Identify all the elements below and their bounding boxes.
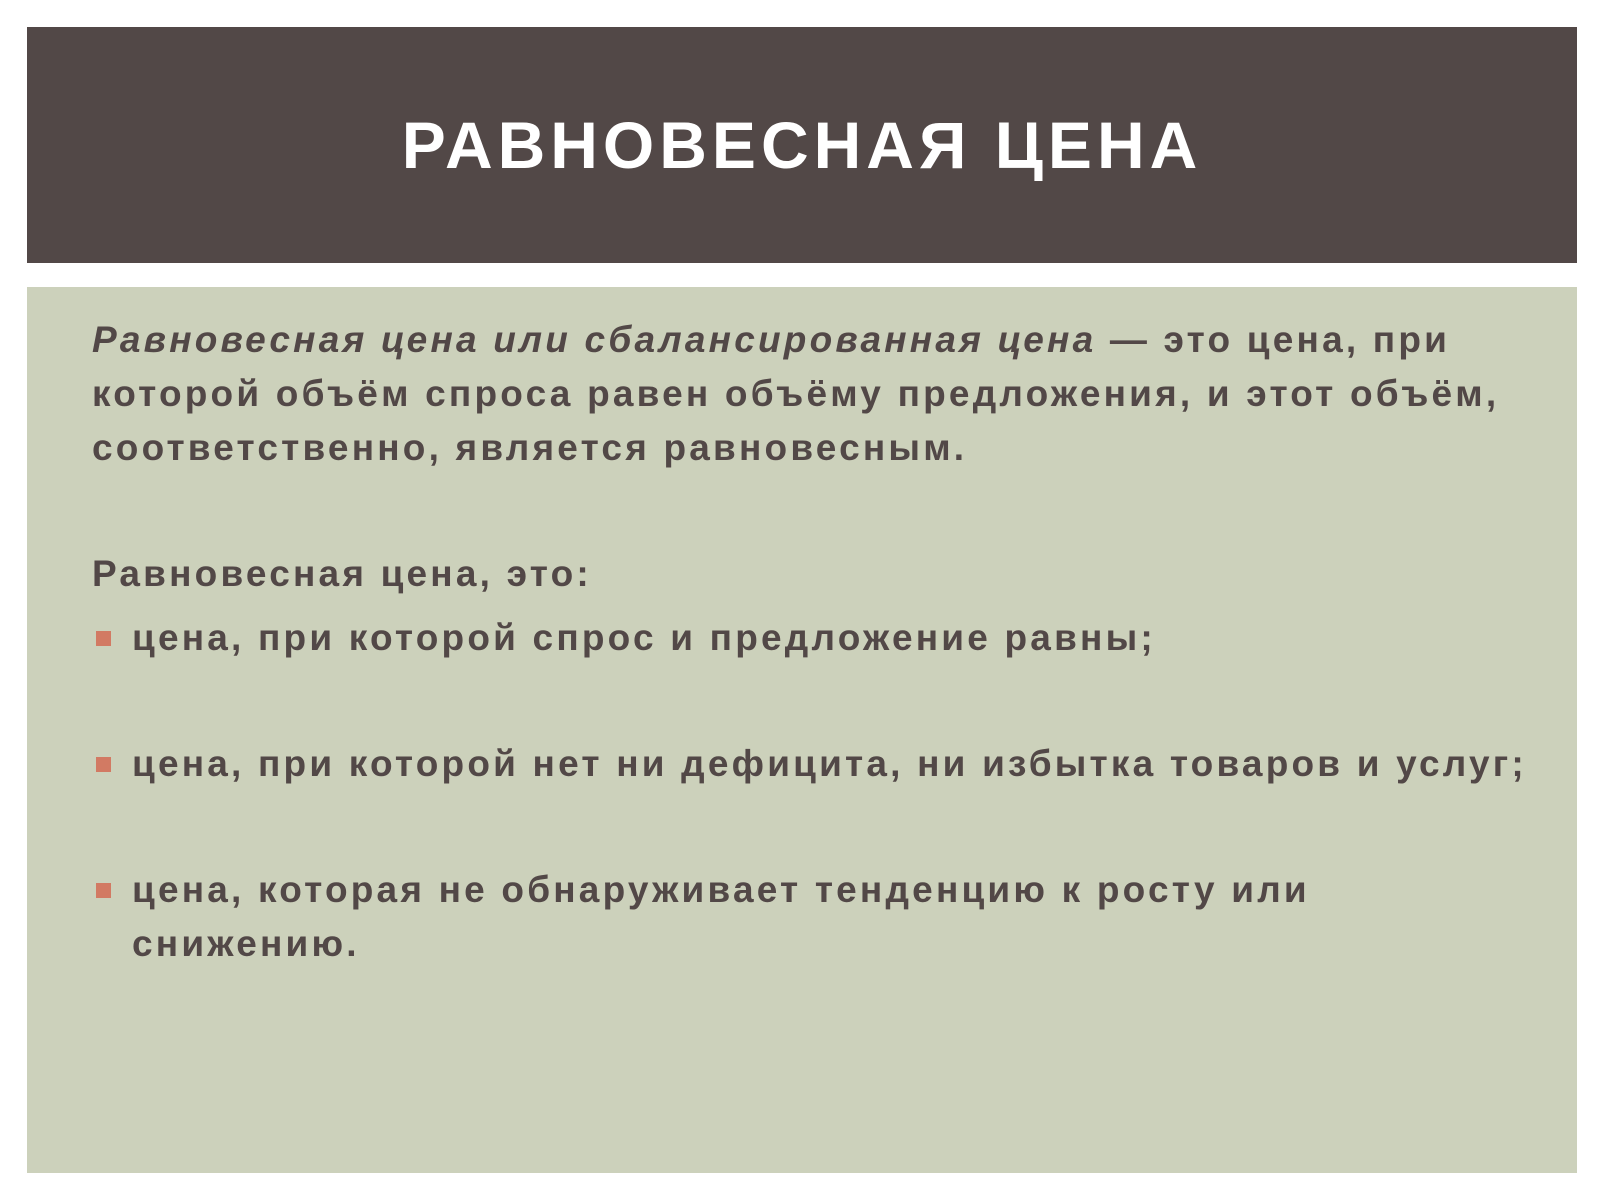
definition-text: — это цена, при которой объём спроса равен объёму предложения, и этот объём, соответственно, является равновесным. (92, 319, 1500, 468)
body-panel (27, 287, 1577, 1173)
slide-content (92, 313, 1532, 1043)
bullet-item (92, 863, 1532, 971)
bullet-text: цена, при которой спрос и предложение равны; (132, 617, 1156, 658)
bullet-item (92, 737, 1532, 791)
slide-title: РАВНОВЕСНАЯ ЦЕНА (401, 108, 1203, 182)
square-bullet-icon (96, 883, 111, 898)
definition-paragraph (92, 313, 1532, 475)
definition-term: Равновесная цена или сбалансированная цена (92, 319, 1097, 360)
title-bar (27, 27, 1577, 263)
bullet-list (92, 611, 1532, 971)
list-intro: Равновесная цена, это: (92, 553, 592, 594)
bullet-text: цена, которая не обнаруживает тенденцию к росту или снижению. (132, 869, 1310, 964)
square-bullet-icon (96, 757, 111, 772)
square-bullet-icon (96, 631, 111, 646)
bullet-text: цена, при которой нет ни дефицита, ни избытка товаров и услуг; (132, 743, 1527, 784)
bullet-item (92, 611, 1532, 665)
